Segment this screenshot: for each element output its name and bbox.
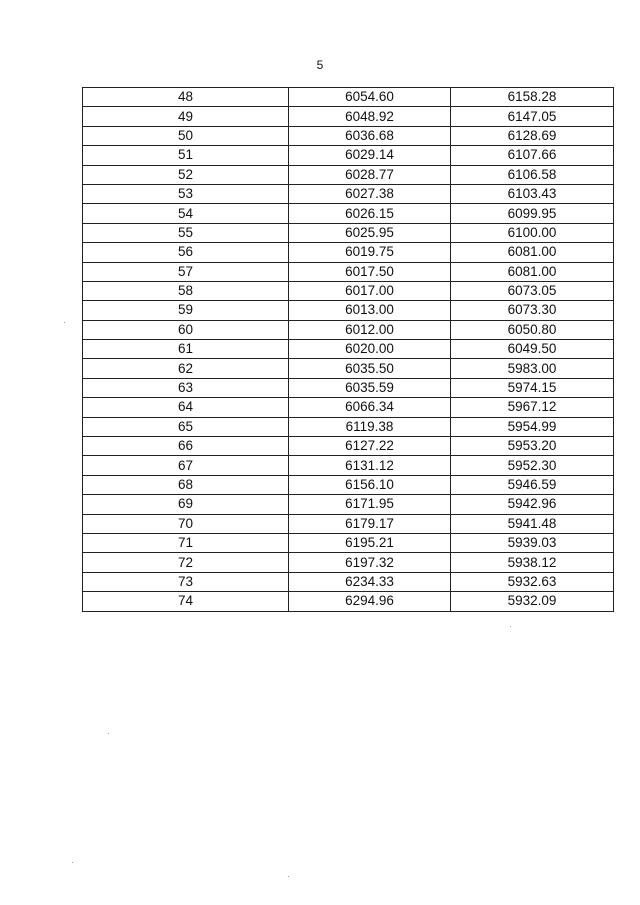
x-coordinate-cell: 6017.00 (289, 281, 451, 300)
scan-speck (64, 322, 65, 323)
x-coordinate-cell: 6029.14 (289, 146, 451, 165)
x-coordinate-cell: 6019.75 (289, 243, 451, 262)
table-row (83, 533, 614, 552)
page-number: 5 (316, 58, 324, 72)
point-number-cell: 58 (83, 281, 289, 300)
table-row (83, 243, 614, 262)
y-coordinate-cell: 6100.00 (451, 223, 614, 242)
table-row (83, 184, 614, 203)
scan-speck (510, 626, 511, 627)
scan-speck (108, 733, 109, 734)
y-coordinate-cell: 5941.48 (451, 514, 614, 533)
x-coordinate-cell: 6025.95 (289, 223, 451, 242)
y-coordinate-cell: 6158.28 (451, 88, 614, 107)
x-coordinate-cell: 6119.38 (289, 417, 451, 436)
point-number-cell: 70 (83, 514, 289, 533)
y-coordinate-cell: 5932.09 (451, 592, 614, 611)
x-coordinate-cell: 6035.50 (289, 359, 451, 378)
x-coordinate-cell: 6026.15 (289, 204, 451, 223)
point-number-cell: 66 (83, 437, 289, 456)
point-number-cell: 54 (83, 204, 289, 223)
x-coordinate-cell: 6294.96 (289, 592, 451, 611)
x-coordinate-cell: 6179.17 (289, 514, 451, 533)
point-number-cell: 65 (83, 417, 289, 436)
table-row (83, 417, 614, 436)
coordinates-table (82, 87, 614, 612)
y-coordinate-cell: 6099.95 (451, 204, 614, 223)
table-row (83, 126, 614, 145)
x-coordinate-cell: 6054.60 (289, 88, 451, 107)
y-coordinate-cell: 6103.43 (451, 184, 614, 203)
point-number-cell: 67 (83, 456, 289, 475)
x-coordinate-cell: 6127.22 (289, 437, 451, 456)
x-coordinate-cell: 6035.59 (289, 378, 451, 397)
table-row (83, 572, 614, 591)
y-coordinate-cell: 6073.30 (451, 301, 614, 320)
x-coordinate-cell: 6027.38 (289, 184, 451, 203)
table-row (83, 204, 614, 223)
point-number-cell: 59 (83, 301, 289, 320)
x-coordinate-cell: 6234.33 (289, 572, 451, 591)
table-body (83, 88, 614, 612)
y-coordinate-cell: 5954.99 (451, 417, 614, 436)
point-number-cell: 57 (83, 262, 289, 281)
y-coordinate-cell: 5983.00 (451, 359, 614, 378)
y-coordinate-cell: 6081.00 (451, 243, 614, 262)
point-number-cell: 64 (83, 398, 289, 417)
point-number-cell: 74 (83, 592, 289, 611)
table-row (83, 398, 614, 417)
table-row (83, 107, 614, 126)
point-number-cell: 68 (83, 475, 289, 494)
point-number-cell: 73 (83, 572, 289, 591)
x-coordinate-cell: 6156.10 (289, 475, 451, 494)
y-coordinate-cell: 6106.58 (451, 165, 614, 184)
table-row (83, 262, 614, 281)
y-coordinate-cell: 5967.12 (451, 398, 614, 417)
table-row (83, 514, 614, 533)
point-number-cell: 50 (83, 126, 289, 145)
y-coordinate-cell: 5952.30 (451, 456, 614, 475)
point-number-cell: 51 (83, 146, 289, 165)
table-row (83, 592, 614, 611)
table-row (83, 475, 614, 494)
y-coordinate-cell: 6073.05 (451, 281, 614, 300)
y-coordinate-cell: 5974.15 (451, 378, 614, 397)
y-coordinate-cell: 5939.03 (451, 533, 614, 552)
point-number-cell: 53 (83, 184, 289, 203)
y-coordinate-cell: 5942.96 (451, 495, 614, 514)
point-number-cell: 60 (83, 320, 289, 339)
x-coordinate-cell: 6048.92 (289, 107, 451, 126)
point-number-cell: 49 (83, 107, 289, 126)
x-coordinate-cell: 6171.95 (289, 495, 451, 514)
y-coordinate-cell: 6050.80 (451, 320, 614, 339)
x-coordinate-cell: 6028.77 (289, 165, 451, 184)
scan-speck (288, 876, 289, 877)
table-row (83, 340, 614, 359)
x-coordinate-cell: 6066.34 (289, 398, 451, 417)
scan-speck (72, 862, 73, 863)
point-number-cell: 69 (83, 495, 289, 514)
y-coordinate-cell: 6081.00 (451, 262, 614, 281)
table-row (83, 437, 614, 456)
table-row (83, 223, 614, 242)
x-coordinate-cell: 6017.50 (289, 262, 451, 281)
x-coordinate-cell: 6036.68 (289, 126, 451, 145)
x-coordinate-cell: 6197.32 (289, 553, 451, 572)
point-number-cell: 55 (83, 223, 289, 242)
point-number-cell: 62 (83, 359, 289, 378)
x-coordinate-cell: 6020.00 (289, 340, 451, 359)
table-row (83, 301, 614, 320)
table-row (83, 456, 614, 475)
y-coordinate-cell: 6107.66 (451, 146, 614, 165)
x-coordinate-cell: 6012.00 (289, 320, 451, 339)
x-coordinate-cell: 6195.21 (289, 533, 451, 552)
table-row (83, 146, 614, 165)
table-row (83, 88, 614, 107)
table-row (83, 359, 614, 378)
point-number-cell: 72 (83, 553, 289, 572)
y-coordinate-cell: 5946.59 (451, 475, 614, 494)
y-coordinate-cell: 5953.20 (451, 437, 614, 456)
point-number-cell: 63 (83, 378, 289, 397)
table-row (83, 378, 614, 397)
point-number-cell: 56 (83, 243, 289, 262)
point-number-cell: 52 (83, 165, 289, 184)
table-row (83, 495, 614, 514)
x-coordinate-cell: 6131.12 (289, 456, 451, 475)
point-number-cell: 48 (83, 88, 289, 107)
table-row (83, 165, 614, 184)
y-coordinate-cell: 5938.12 (451, 553, 614, 572)
table-row (83, 553, 614, 572)
y-coordinate-cell: 6128.69 (451, 126, 614, 145)
table-row (83, 281, 614, 300)
y-coordinate-cell: 6147.05 (451, 107, 614, 126)
point-number-cell: 61 (83, 340, 289, 359)
x-coordinate-cell: 6013.00 (289, 301, 451, 320)
y-coordinate-cell: 6049.50 (451, 340, 614, 359)
point-number-cell: 71 (83, 533, 289, 552)
table-row (83, 320, 614, 339)
y-coordinate-cell: 5932.63 (451, 572, 614, 591)
